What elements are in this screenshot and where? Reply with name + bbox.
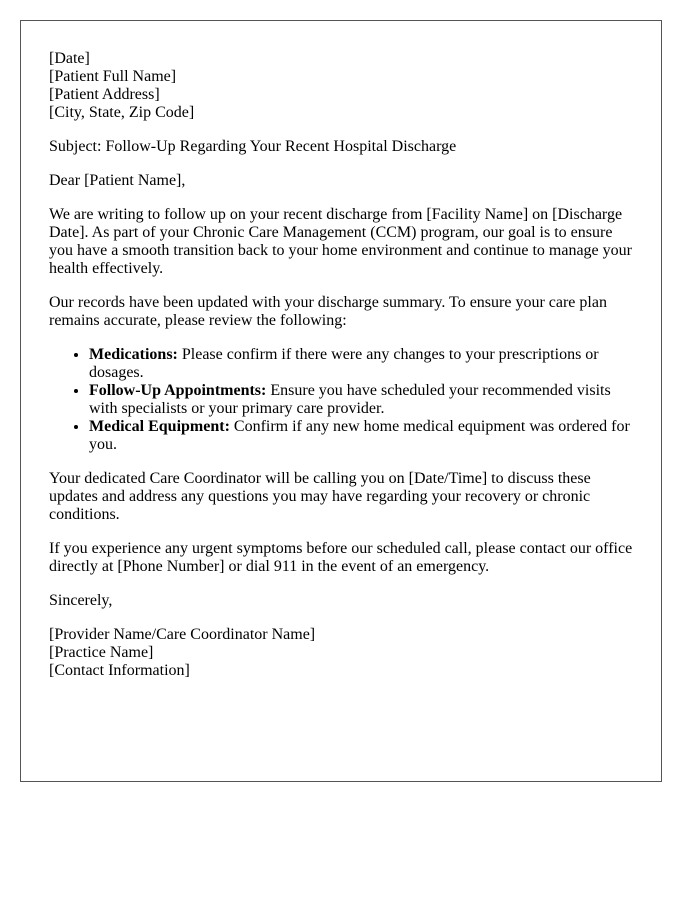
signoff: Sincerely,	[49, 592, 113, 609]
list-item	[89, 346, 633, 382]
list-item-label: Medications:	[89, 346, 178, 363]
coordinator-paragraph: Your dedicated Care Coordinator will be calling you on [Date/Time] to discuss these updates and address any questions you may have regarding your recovery or chronic conditions.	[49, 470, 591, 523]
letter-page	[20, 20, 662, 782]
list-item-text: Ensure you have scheduled your recommended visits with specialists or your primary care provider.	[89, 382, 611, 417]
contact-info-line: [Contact Information]	[49, 662, 190, 679]
date-line: [Date]	[49, 50, 90, 67]
signature-block	[49, 626, 633, 680]
list-item-text: Please confirm if there were any changes to your prescriptions or dosages.	[89, 346, 599, 381]
salutation: Dear [Patient Name],	[49, 172, 186, 189]
review-list	[49, 346, 633, 454]
list-item-text: Confirm if any new home medical equipment was ordered for you.	[89, 418, 630, 453]
intro-paragraph: We are writing to follow up on your recent discharge from [Facility Name] on [Discharge Date]. As part of your Chronic Care Management (CCM) program, our goal is to ensure you have a smooth transition back to your home environment and continue to manage your health effectively.	[49, 206, 632, 277]
review-paragraph: Our records have been updated with your discharge summary. To ensure your care plan remains accurate, please review the following:	[49, 294, 607, 329]
list-item	[89, 382, 633, 418]
list-item-label: Medical Equipment:	[89, 418, 230, 435]
subject-line: Subject: Follow-Up Regarding Your Recent Hospital Discharge	[49, 138, 457, 155]
provider-name-line: [Provider Name/Care Coordinator Name]	[49, 626, 316, 643]
practice-name-line: [Practice Name]	[49, 644, 154, 661]
city-state-zip-line: [City, State, Zip Code]	[49, 104, 195, 121]
patient-name-line: [Patient Full Name]	[49, 68, 177, 85]
urgent-paragraph: If you experience any urgent symptoms before our scheduled call, please contact our office directly at [Phone Number] or dial 911 in the event of an emergency.	[49, 540, 633, 575]
list-item	[89, 418, 633, 454]
list-item-label: Follow-Up Appointments:	[89, 382, 267, 399]
patient-address-line: [Patient Address]	[49, 86, 160, 103]
address-block	[49, 50, 633, 122]
